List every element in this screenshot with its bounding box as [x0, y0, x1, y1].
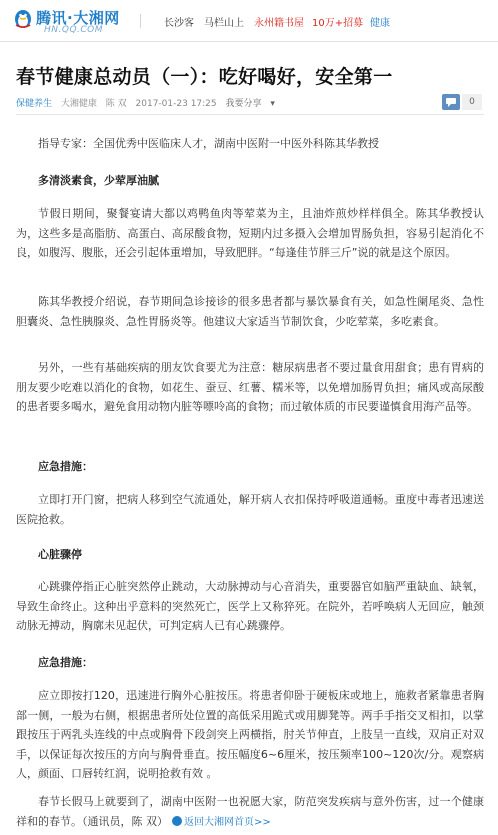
publish-time: 2017-01-23 17:25: [135, 99, 217, 109]
comment-button[interactable]: [442, 94, 482, 110]
article-paragraph: 心跳骤停指正心脏突然停止跳动，大动脉搏动与心音消失，重要器官如脑严重缺血、缺氧，导致生命终止。这种出乎意料的突然死亡，医学上又称猝死。在院外，若呼唤病人无回应，触颈动脉无搏动，胸廓未见起伏，可判定病人已有心跳骤停。: [16, 580, 484, 632]
nav-divider: [140, 14, 141, 28]
section-heading: 心脏骤停: [38, 548, 82, 561]
category-link[interactable]: 保健养生: [16, 99, 53, 109]
article-paragraph: 指导专家：全国优秀中医临床人才，湖南中医附一中医外科陈其华教授: [38, 137, 379, 150]
section-heading: 应急措施：: [38, 656, 93, 669]
nav-link-health[interactable]: 健康: [370, 18, 390, 29]
share-label: 我要分享: [225, 99, 262, 109]
article-paragraph: 应立即按打120，迅速进行胸外心脏按压。将患者仰卧于硬板床或地上，施救者紧靠患者胸部一侧，一般为右侧，根据患者所处位置的高低采用跪式或用脚凳等。两手手指交叉相扣，以掌跟按压于两乳头连线的中点或胸骨下段剑突上两横指，肘关节伸直，上肢呈一直线，双肩正对双手，以保证每次按压的方向与胸骨垂直。按压幅度6~6厘米，按压频率100~120次/分。观察病人，颜面、口唇转红润，说明抢救有效 。: [16, 689, 484, 780]
nav-link-changsha[interactable]: 长沙客: [164, 18, 194, 29]
article-paragraph: 陈其华教授介绍说，春节期间急诊接诊的很多患者都与暴饮暴食有关，如急性阑尾炎、急性胆囊炎、急性胰腺炎、急性胃肠炎等。他建议大家适当节制饮食，少吃荤菜，多吃素食。: [16, 295, 484, 328]
closing-paragraph: [16, 792, 484, 832]
share-button[interactable]: 我要分享 ▾: [225, 99, 275, 109]
nav-link-malanshan[interactable]: 马栏山上: [204, 18, 244, 29]
source-label: 大湘健康: [60, 99, 97, 109]
section-heading: 应急措施：: [38, 460, 93, 473]
logo-text: 腾讯·大湘网: [36, 9, 120, 27]
article-paragraph: 另外，一些有基础疾病的朋友饮食要尤为注意：糖尿病患者不要过量食用甜食；患有胃病的朋友要少吃难以消化的食物，如花生、蚕豆、红薯、糯米等，以免增加肠胃负担；痛风或高尿酸的患者要多喝水，避免食用动物内脏等嘌呤高的食物；而过敏体质的市民要谨慎食用海产品等。: [16, 361, 484, 413]
comment-icon: [442, 94, 460, 110]
return-home-label: 返回大湘网首页>>: [184, 816, 271, 828]
penguin-logo-icon: [12, 7, 34, 29]
article-title: 春节健康总动员（一）：吃好喝好，安全第一: [16, 66, 393, 88]
header-divider: [16, 114, 484, 115]
nav-link-bookstore[interactable]: 永州籍书屋: [254, 18, 304, 29]
section-heading: 多清淡素食，少荤厚油腻: [38, 174, 159, 187]
logo-domain: HN.QQ.COM: [44, 25, 104, 35]
return-home-link[interactable]: [172, 813, 271, 833]
arrow-left-circle-icon: [172, 816, 182, 826]
site-logo[interactable]: [12, 5, 124, 37]
article-meta: [16, 96, 281, 109]
article-paragraph: 立即打开门窗，把病人移到空气流通处，解开病人衣扣保持呼吸道通畅。重度中毒者迅速送医院抢救。: [16, 493, 484, 526]
author-label: 陈 双: [105, 99, 127, 109]
article-paragraph: 节假日期间，聚餐宴请大都以鸡鸭鱼肉等荤菜为主，且油炸煎炒样样俱全。陈其华教授认为，这些多是高脂肪、高蛋白、高尿酸食物，短期内过多摄入会增加胃肠负担，容易引起消化不良，如腹泻、腹胀，还会引起体重增加，导致肥胖。“每逢佳节胖三斤”说的就是这个原因。: [16, 207, 484, 259]
nav-link-recruit[interactable]: 10万+招募: [312, 18, 364, 29]
top-navigation-bar: [0, 0, 498, 42]
comment-count: 0: [462, 94, 482, 110]
closing-text: 春节长假马上就要到了，湖南中医附一也祝愿大家，防范突发疾病与意外伤害，过一个健康祥和的春节。（通讯员，陈 双）: [16, 795, 484, 828]
